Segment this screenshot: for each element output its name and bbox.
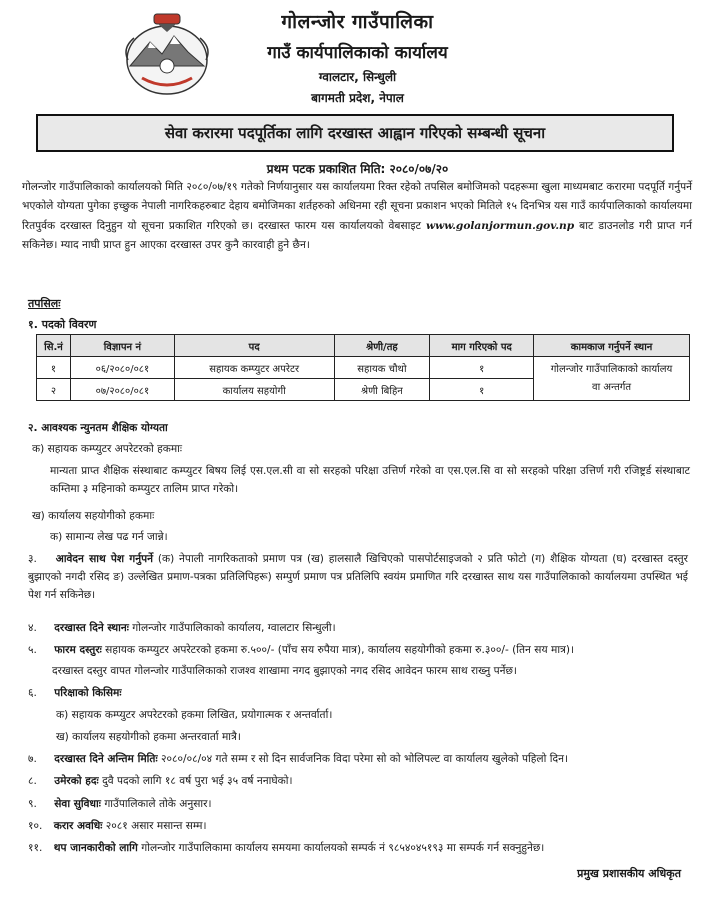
section-11	[28, 840, 544, 856]
section-2-title: २. आवश्यक न्युनतम शैक्षिक योग्यता	[28, 422, 168, 434]
section-5-text-2: दरखास्त दस्तुर वापत गोलन्जोर गाउँपालिकाको राजश्व शाखामा नगद बुझाएको नगद रसिद आवेदन फारम साथ राख्नु पर्नेछ।	[52, 665, 517, 677]
section-7	[28, 751, 568, 767]
section-8-num: ८.	[28, 775, 37, 787]
section-5	[28, 642, 574, 658]
section-9-text: गाउँपालिकाले तोके अनुसार।	[104, 798, 212, 810]
section-4-label: दरखास्त दिने स्थानः	[54, 622, 129, 634]
intro-text-1: गोलन्जोर गाउँपालिकाको कार्यालयको मिति २०८०/०७/१९ गतेको निर्णयानुसार यस कार्यालयमा रिक्त रहेको तपसिल बमोजिमको पदहरूमा खुला माध्यमबाट करारमा पदपूर्ति गर्नुपर्ने भएकोले योग्यता पुगेका इच्छुक नेपाली नागरिकहरुबाट देहाय बमोजिमका शर्तहरुको अधिनमा रही सूचना प्रकाशन भएको मितिले १५ दिनभित्र यस गाउँ कार्यपालिकाको कार्यालयमा रितपुर्वक दरखास्त दिनुहुन यो सूचना प्रकाशित गरिएको छ। दरखास्त फारम यस कार्यालयको वेबसाइट	[22, 181, 692, 232]
section-2b-text: क) सामान्य लेख पढ गर्न जान्ने।	[50, 531, 168, 543]
section-2b-title: ख) कार्यालय सहयोगीको हकमाः	[32, 510, 155, 522]
section-4-num: ४.	[28, 622, 37, 634]
section-6b: ख) कार्यालय सहयोगीको हकमा अन्तरवार्ता मात्रै।	[56, 731, 241, 743]
section-7-text: २०८०/०८/०४ गते सम्म र सो दिन सार्वजनिक विदा परेमा सो को भोलिपल्ट वा कार्यालय खुलेको पहिलो दिन।	[160, 753, 568, 765]
section-9-num: ९.	[28, 798, 37, 810]
cell-workplace: गोलन्जोर गाउँपालिकाको कार्यालय वा अन्तर्गत	[534, 357, 690, 401]
section-4	[28, 620, 336, 636]
section-3-text: (क) नेपाली नागरिकताको प्रमाण पत्र (ख) हालसालै खिचिएको पासपोर्टसाइजको २ प्रति फोटो (ग) शैक्षिक योग्यता (घ) दरखास्त दस्तुर बुझाएको नगदी रसिद ङ) उल्लेखित प्रमाण-पत्रका प्रतिलिपिहरू) सम्पुर्ण प्रमाण पत्र प्रतिलिपि स्वयंम प्रमाणित गरि दरखास्त साथ यस गाउँपालिकाको कार्यालयमा उपस्थित भई पेश गर्न सकिनेछ।	[28, 553, 689, 601]
col-header-ad-no: विज्ञापन नं	[70, 335, 174, 357]
section-8-text: दुवै पदको लागि १८ वर्ष पुरा भई ३५ वर्ष ननाघेको।	[102, 775, 293, 787]
office-location: ग्वालटार, सिन्धुली	[318, 70, 397, 84]
col-header-demand: माग गरिएको पद	[430, 335, 534, 357]
section-3-num: ३.	[28, 553, 37, 565]
section-11-label: थप जानकारीको लागि	[53, 842, 138, 854]
section-4-text: गोलन्जोर गाउँपालिकाको कार्यालय, ग्वालटार सिन्धुली।	[132, 622, 336, 634]
table-header-row	[37, 335, 690, 357]
published-date: प्रथम पटक प्रकाशित मिति: २०८०/०७/२०	[266, 162, 449, 176]
table-row	[37, 357, 690, 379]
section-8-label: उमेरको हदः	[54, 775, 99, 787]
section-7-num: ७.	[28, 753, 37, 765]
notice-title-banner: सेवा करारमा पदपूर्तिका लागि दरखास्त आह्वान गरिएको सम्बन्धी सूचना	[36, 114, 674, 152]
section-10	[28, 818, 206, 834]
section-10-text: २०८१ असार मसान्त सम्म।	[105, 820, 207, 832]
section-5-label: फारम दस्तुरः	[54, 644, 102, 656]
section-6-num: ६.	[28, 687, 37, 699]
cell-ad-no: ०७/२०८०/०८१	[70, 379, 174, 401]
section-6	[28, 685, 122, 701]
section-7-label: दरखास्त दिने अन्तिम मितिः	[54, 753, 158, 765]
website-link[interactable]: www.golanjormun.gov.np	[425, 219, 575, 232]
section-5-num: ५.	[28, 644, 37, 656]
intro-text-2: बाट डाउनलोड गरी प्राप्त गर्न सकिनेछ। म्याद नाघी प्राप्त हुन आएका दरखास्त उपर कुनै कारवाही हुने छैन।	[22, 219, 693, 252]
cell-post: सहायक कम्प्युटर अपरेटर	[174, 357, 334, 379]
cell-post: कार्यालय सहयोगी	[174, 379, 334, 401]
section-2a-title: क) सहायक कम्प्युटर अपरेटरको हकमाः	[32, 443, 183, 455]
province-name: बागमती प्रदेश, नेपाल	[311, 91, 404, 105]
section-10-num: १०.	[28, 820, 43, 832]
section-5-text-1: सहायक कम्प्युटर अपरेटरको हकमा रु.५००/- (पाँच सय रुपैया मात्र), कार्यालय सहयोगीको हकमा रु.३००/- (तिन सय मात्र)।	[105, 644, 575, 656]
col-header-sn: सि.नं	[37, 335, 71, 357]
org-name: गोलन्जोर गाउँपालिका	[281, 11, 434, 33]
cell-sn: १	[37, 357, 71, 379]
section-9	[28, 796, 211, 812]
cell-ad-no: ०६/२०८०/०८१	[70, 357, 174, 379]
col-header-post: पद	[174, 335, 334, 357]
section-9-label: सेवा सुविधाः	[54, 798, 101, 810]
signature-title: प्रमुख प्रशासकीय अधिकृत	[577, 867, 681, 880]
section-6-label: परिक्षाको किसिमः	[54, 687, 122, 699]
section-6a: क) सहायक कम्प्युटर अपरेटरको हकमा लिखित, प्रयोगात्मक र अन्तर्वार्ता।	[56, 709, 333, 721]
col-header-level: श्रेणी/तह	[334, 335, 430, 357]
section-2a-text: मान्यता प्राप्त शैक्षिक संस्थाबाट कम्प्युटर बिषय लिई एस.एल.सी वा सो सरहको परिक्षा उत्तिर्ण गरेको वा एस.एल.सि वा सो सरहको परिक्षा उत्तिर्ण गरी रजिष्ट्रर्ड संस्थाबाट कम्तिमा ३ महिनाको कम्प्युटर तालिम प्राप्त गरेको।	[50, 465, 690, 495]
section-10-label: करार अवधिः	[53, 820, 103, 832]
posts-table	[36, 334, 690, 401]
section-3-label: आवेदन साथ पेश गर्नुपर्ने	[55, 553, 153, 565]
cell-demand: १	[430, 357, 534, 379]
cell-sn: २	[37, 379, 71, 401]
tapsil-heading: तपसिलः	[28, 297, 61, 310]
cell-level: श्रेणी बिहिन	[334, 379, 430, 401]
cell-level: सहायक चौथो	[334, 357, 430, 379]
section-11-num: ११.	[28, 842, 43, 854]
intro-paragraph	[22, 178, 692, 256]
cell-demand: १	[430, 379, 534, 401]
section-3	[28, 550, 688, 604]
section-11-text: गोलन्जोर गाउँपालिकामा कार्यालय समयमा कार्यालयको सम्पर्क नं ९८५४०४५१९३ मा सम्पर्क गर्न सक्नुहुनेछ।	[141, 842, 545, 854]
section-8	[28, 773, 293, 789]
section-1-title: १. पदको विवरण	[28, 318, 97, 331]
office-name: गाउँ कार्यपालिकाको कार्यालय	[267, 43, 448, 63]
col-header-workplace: कामकाज गर्नुपर्ने स्थान	[534, 335, 690, 357]
